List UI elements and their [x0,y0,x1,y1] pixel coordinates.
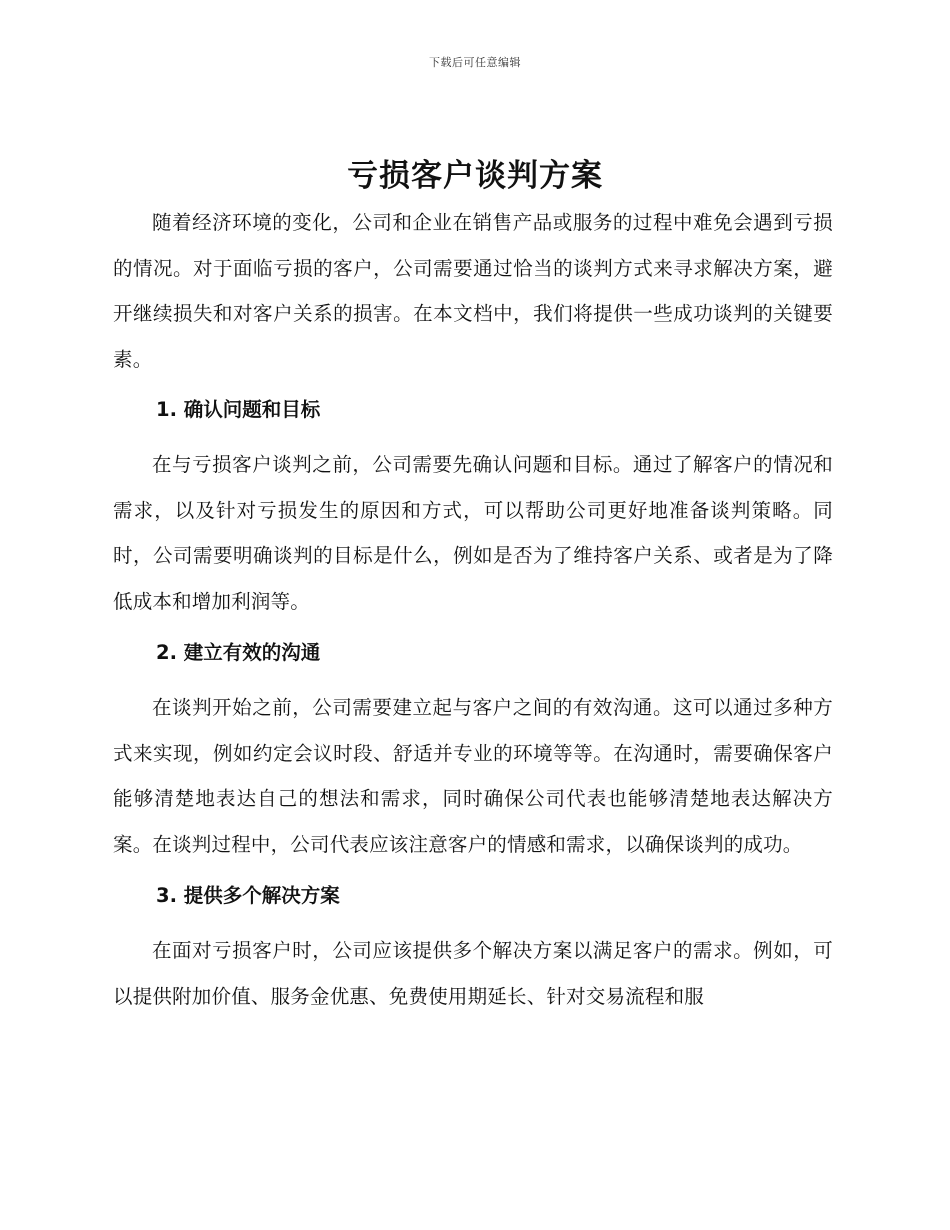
intro-paragraph: 随着经济环境的变化，公司和企业在销售产品或服务的过程中难免会遇到亏损的情况。对于面临亏损的客户，公司需要通过恰当的谈判方式来寻求解决方案，避开继续损失和对客户关系的损害。在本文档中，我们将提供一些成功谈判的关键要素。 [113,211,833,371]
document-title: 亏损客户谈判方案 [347,158,603,194]
section-heading: 2. 建立有效的沟通 [156,641,321,664]
page-header-note: 下载后可任意编辑 [429,56,521,69]
section-heading: 1. 确认问题和目标 [156,398,321,421]
section-heading: 3. 提供多个解决方案 [156,884,340,907]
section-1 [113,387,833,624]
document-body [113,200,833,1019]
section-paragraph: 在与亏损客户谈判之前，公司需要先确认问题和目标。通过了解客户的情况和需求，以及针对亏损发生的原因和方式，可以帮助公司更好地准备谈判策略。同时，公司需要明确谈判的目标是什么，例如是否为了维持客户关系、或者是为了降低成本和增加利润等。 [113,453,833,613]
section-2 [113,630,833,867]
section-paragraph: 在谈判开始之前，公司需要建立起与客户之间的有效沟通。这可以通过多种方式来实现，例如约定会议时段、舒适并专业的环境等等。在沟通时，需要确保客户能够清楚地表达自己的想法和需求，同时确保公司代表也能够清楚地表达解决方案。在谈判过程中，公司代表应该注意客户的情感和需求，以确保谈判的成功。 [113,696,833,856]
section-3 [113,873,833,1019]
section-paragraph: 在面对亏损客户时，公司应该提供多个解决方案以满足客户的需求。例如，可以提供附加价值、服务金优惠、免费使用期延长、针对交易流程和服 [113,939,833,1008]
